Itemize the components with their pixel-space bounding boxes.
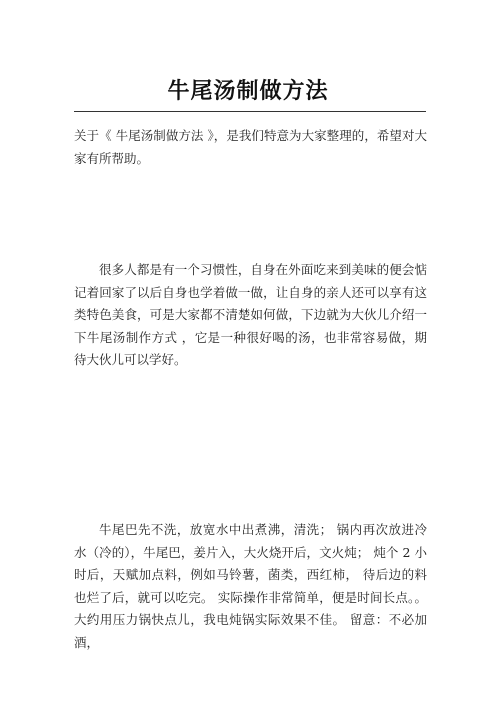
body-paragraph-1: 很多人都是有一个习惯性，自身在外面吃来到美味的便会惦记着回家了以后自身也学着做一做，让自身的亲人还可以享有这类特色美食，可是大家都不清楚如何做，下边就为大伙儿介绍一下牛尾汤制作方式 ，它是一种很好喝的汤，也非常容易做，期待大伙儿可以学好。 (74, 262, 427, 367)
document-title: 牛尾汤制做方法 (167, 79, 329, 104)
intro-paragraph: 关于《 牛尾汤制做方法 》，是我们特意为大家整理的，希望对大家有所帮助。 (74, 128, 427, 166)
body-paragraph-2: 牛尾巴先不洗，放宽水中出煮沸，清洗； 锅内再次放进冷水（冷的），牛尾巴，姜片入，大火烧开后，文火炖； 炖个 2 小时后，天赋加点料，例如马铃薯，菌类，西红柿， 待后边的料也烂了后，就可以吃完。 实际操作非常简单，便是时间长点。。大约用压力锅快点儿，我电炖锅实际效果不佳。 留意：不必加酒， (74, 522, 427, 650)
title-divider (74, 111, 426, 112)
